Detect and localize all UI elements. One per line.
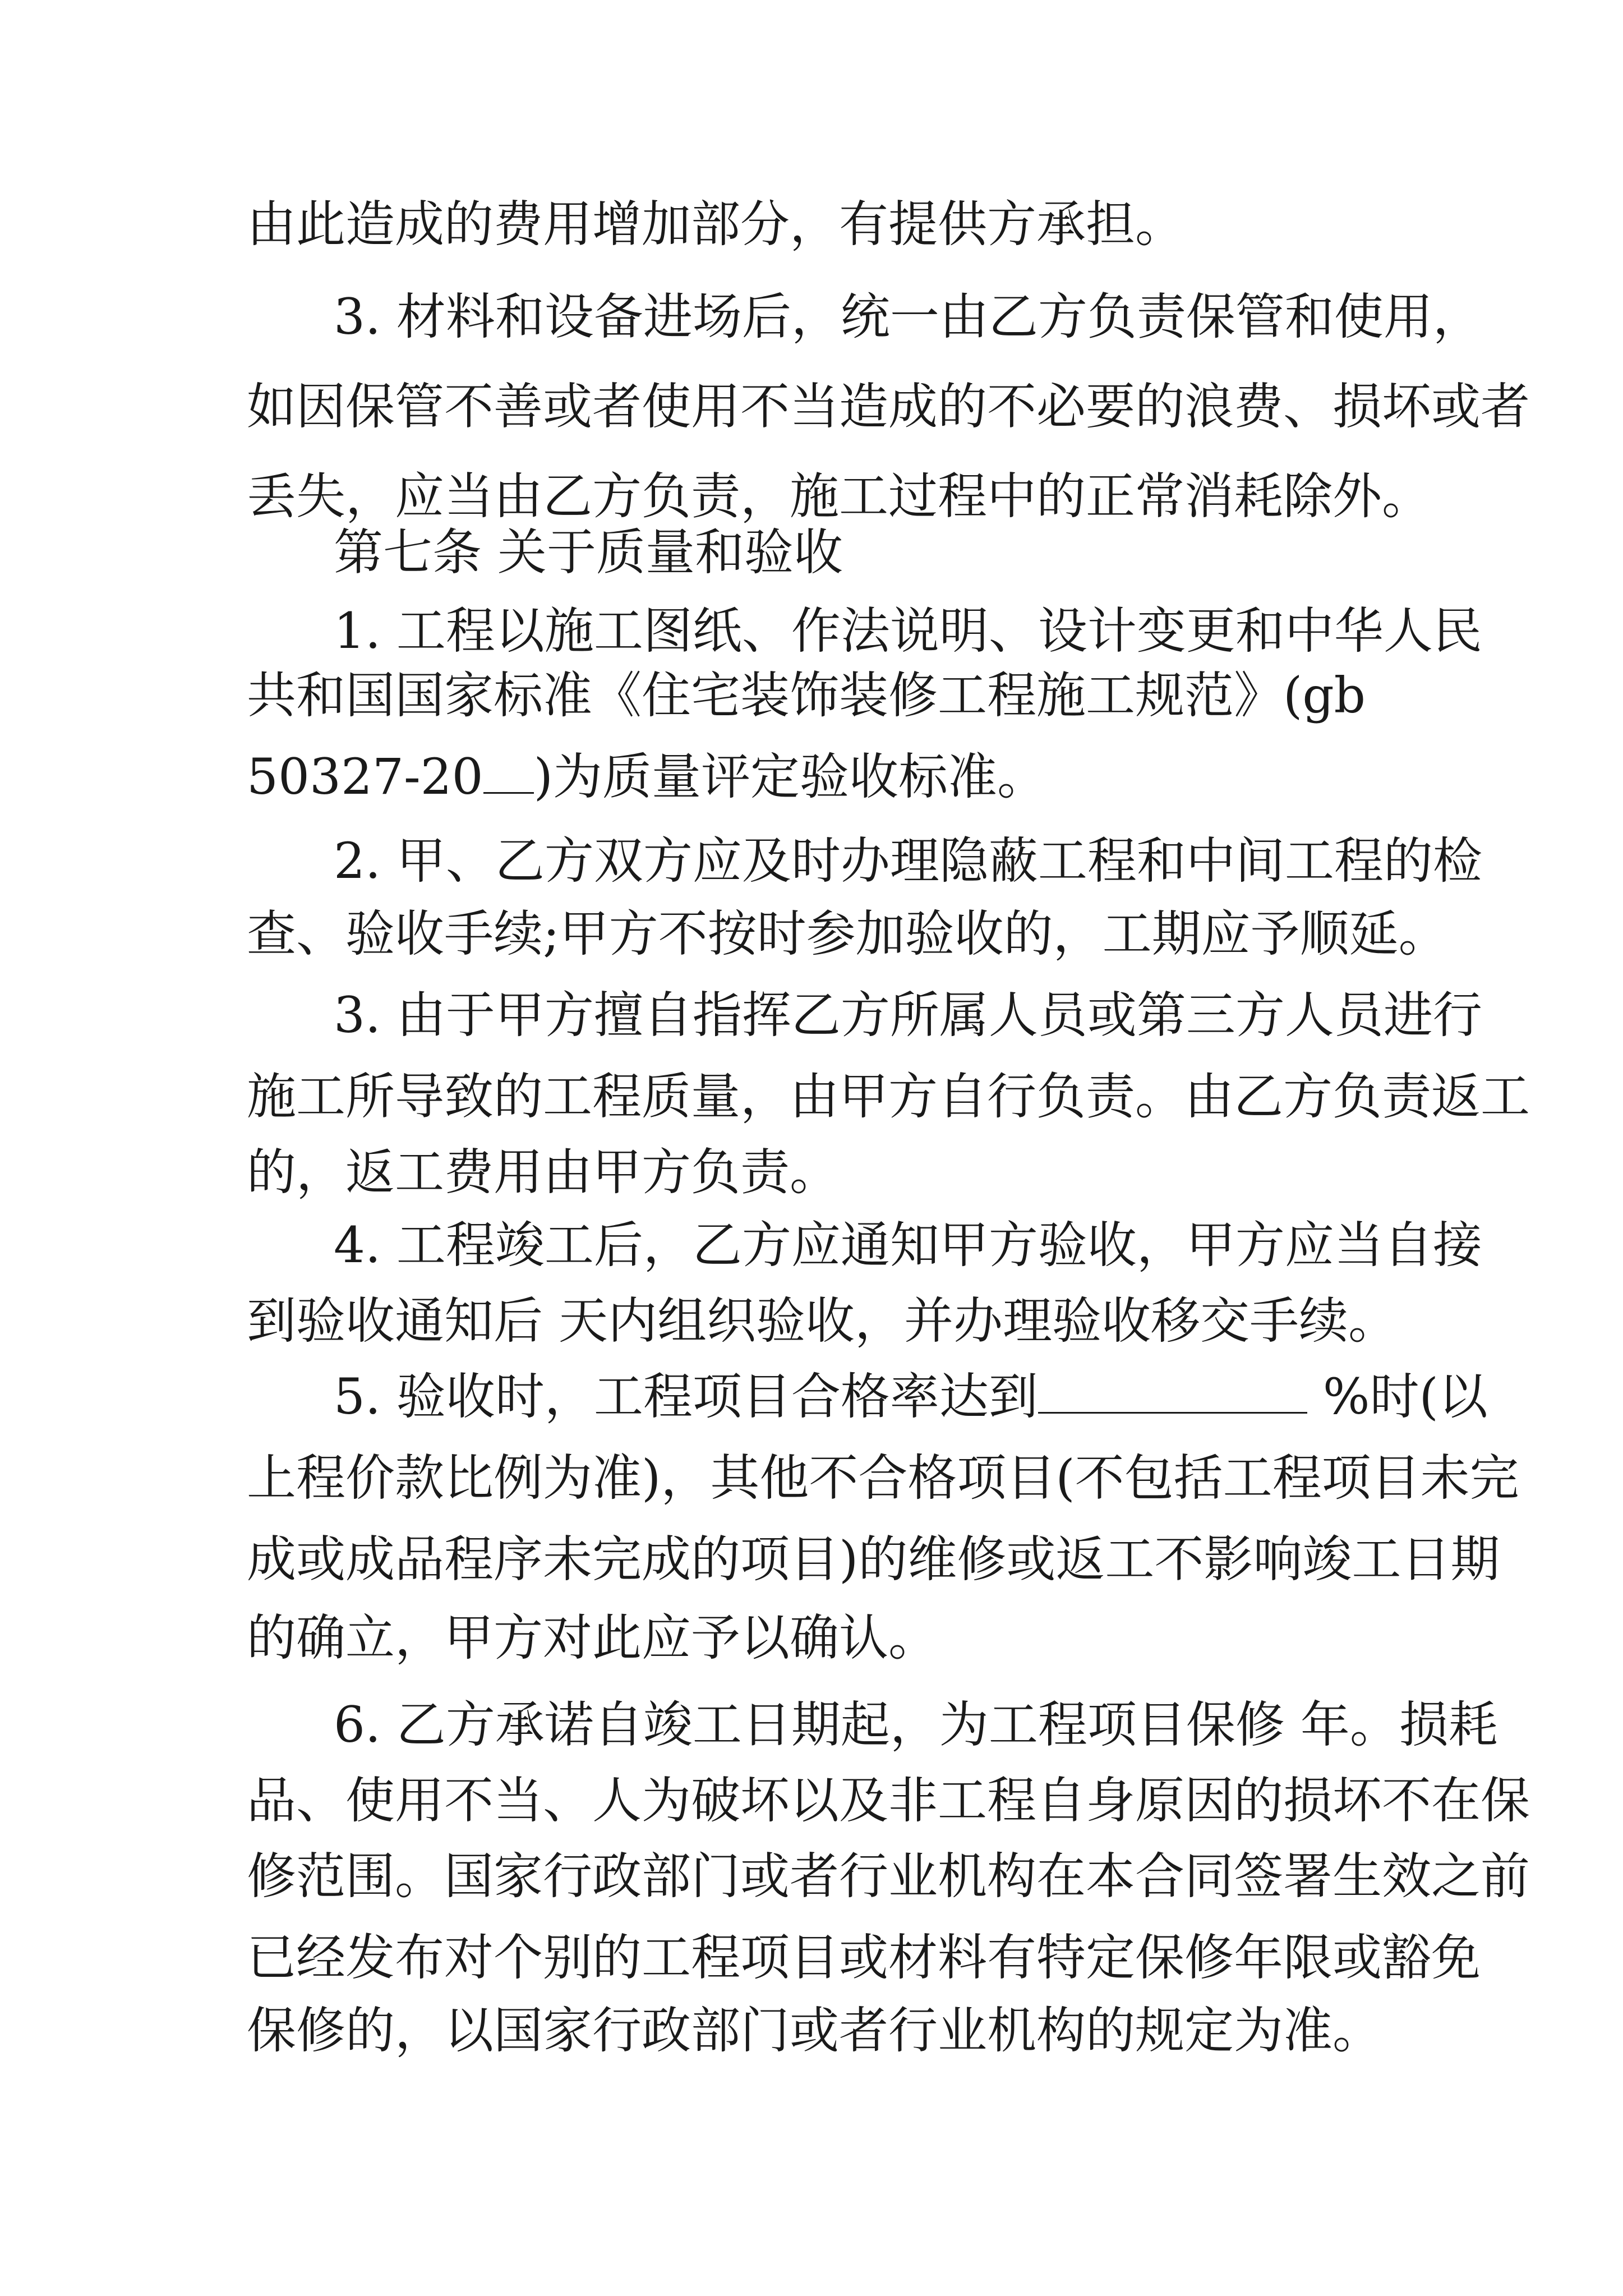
text-line: 到验收通知后 天内组织验收，并办理验收移交手续。 — [247, 1292, 1398, 1350]
text-segment: 5. 验收时，工程项目合格率达到 — [334, 1368, 1038, 1425]
fill-in-blank — [483, 753, 534, 794]
text-line: 1. 工程以施工图纸、作法说明、设计变更和中华人民 — [334, 602, 1482, 660]
text-line: 如因保管不善或者使用不当造成的不必要的浪费、损坏或者 — [247, 378, 1530, 435]
text-line: 3. 由于甲方擅自指挥乙方所属人员或第三方人员进行 — [334, 986, 1482, 1044]
text-line: 的确立，甲方对此应予以确认。 — [247, 1609, 938, 1667]
text-line: 品、使用不当、人为破坏以及非工程自身原因的损坏不在保 — [247, 1772, 1530, 1829]
text-line: 修范围。国家行政部门或者行业机构在本合同签署生效之前 — [247, 1847, 1530, 1905]
text-line: 3. 材料和设备进场后，统一由乙方负责保管和使用， — [334, 288, 1482, 346]
text-line: 施工所导致的工程质量，由甲方自行负责。由乙方负责返工 — [247, 1068, 1530, 1125]
text-line: 上程价款比例为准)，其他不合格项目(不包括工程项目未完 — [247, 1449, 1519, 1507]
text-line: 丢失，应当由乙方负责，施工过程中的正常消耗除外。 — [247, 467, 1432, 525]
text-line: 共和国国家标准《住宅装饰装修工程施工规范》(gb — [247, 666, 1366, 724]
text-line: 的，返工费用由甲方负责。 — [247, 1143, 840, 1201]
text-line: 已经发布对个别的工程项目或材料有特定保修年限或豁免 — [247, 1929, 1481, 1986]
text-line: 4. 工程竣工后，乙方应通知甲方验收，甲方应当自接 — [334, 1216, 1482, 1274]
fill-in-blank — [1038, 1373, 1307, 1414]
text-line — [247, 746, 1046, 808]
text-segment: %时(以 — [1307, 1368, 1488, 1425]
text-line: 保修的，以国家行政部门或者行业机构的规定为准。 — [247, 2001, 1382, 2059]
text-line — [334, 1366, 1488, 1428]
text-segment: 50327-20 — [247, 748, 483, 806]
text-line: 查、验收手续;甲方不按时参加验收的，工期应予顺延。 — [247, 905, 1448, 963]
section-heading: 第七条 关于质量和验收 — [334, 523, 843, 581]
text-line: 6. 乙方承诺自竣工日期起，为工程项目保修 年。损耗 — [334, 1696, 1498, 1754]
text-line: 成或成品程序未完成的项目)的维修或返工不影响竣工日期 — [247, 1530, 1500, 1588]
text-segment: )为质量评定验收标准。 — [533, 748, 1046, 806]
text-line: 2. 甲、乙方双方应及时办理隐蔽工程和中间工程的检 — [334, 832, 1482, 890]
text-line: 由此造成的费用增加部分，有提供方承担。 — [247, 195, 1185, 253]
